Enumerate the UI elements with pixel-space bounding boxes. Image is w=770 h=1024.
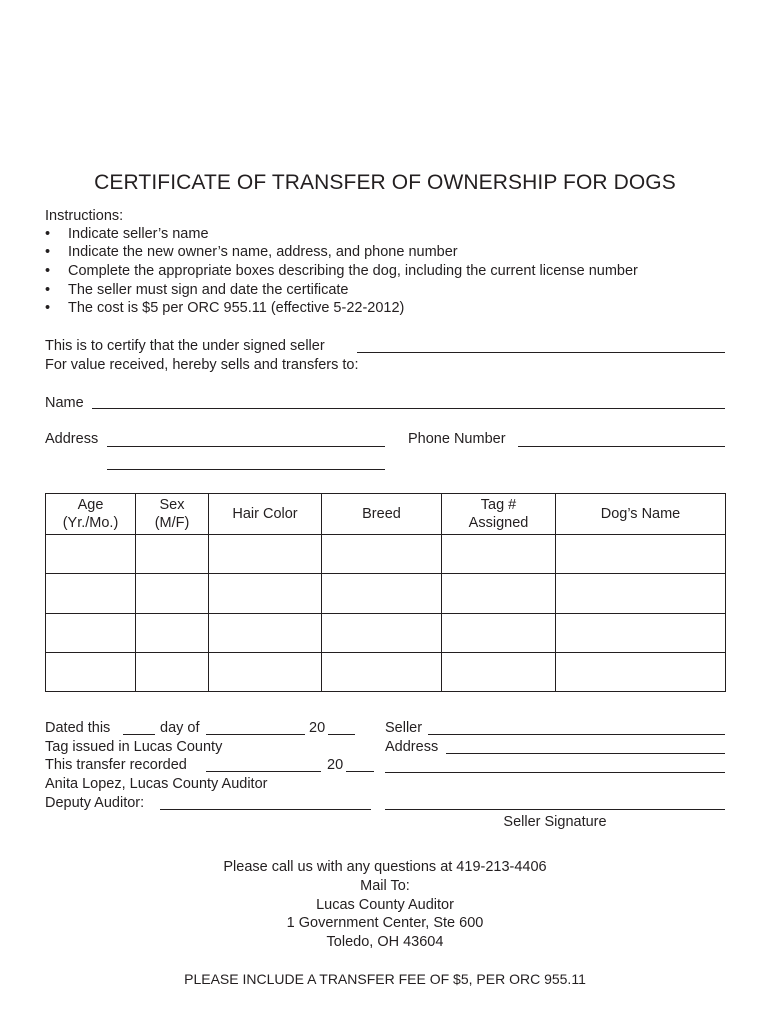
- bullet-icon: •: [45, 226, 51, 242]
- address-line-1[interactable]: [107, 446, 385, 447]
- mail-to-label: Mail To:: [360, 878, 410, 894]
- table-row: [46, 574, 726, 613]
- recorded-date-line[interactable]: [206, 771, 321, 772]
- table-cell[interactable]: [556, 574, 726, 613]
- deputy-auditor-label: Deputy Auditor:: [45, 795, 145, 811]
- column-header-breed: Breed: [322, 494, 442, 535]
- tag-issued-text: Tag issued in Lucas County: [45, 739, 223, 755]
- seller-address-label: Address: [385, 739, 439, 755]
- month-line[interactable]: [206, 734, 305, 735]
- transfer-fee-notice: PLEASE INCLUDE A TRANSFER FEE OF $5, PER ORC 955.11: [184, 971, 586, 987]
- year-prefix: 20: [309, 720, 326, 736]
- table-row: [46, 535, 726, 574]
- bullet-icon: •: [45, 300, 51, 316]
- mail-street: 1 Government Center, Ste 600: [286, 915, 484, 931]
- bullet-icon: •: [45, 282, 51, 298]
- certify-statement: This is to certify that the under signed seller: [45, 338, 325, 354]
- table-cell[interactable]: [46, 652, 136, 691]
- table-cell[interactable]: [322, 613, 442, 652]
- table-cell[interactable]: [136, 574, 209, 613]
- table-cell[interactable]: [209, 535, 322, 574]
- instruction-text: The seller must sign and date the certificate: [68, 282, 349, 298]
- address-label: Address: [45, 431, 99, 447]
- contact-phone-text: Please call us with any questions at 419-213-4406: [223, 859, 547, 875]
- name-label: Name: [45, 395, 84, 411]
- day-of-label: day of: [160, 720, 200, 736]
- seller-address-line-1[interactable]: [446, 753, 725, 754]
- phone-number-line[interactable]: [518, 446, 725, 447]
- new-owner-name-line[interactable]: [92, 408, 725, 409]
- mail-city: Toledo, OH 43604: [326, 934, 444, 950]
- column-header-dogs-name: Dog’s Name: [556, 494, 726, 535]
- instructions-heading: Instructions:: [45, 208, 124, 224]
- table-cell[interactable]: [322, 574, 442, 613]
- document-title: CERTIFICATE OF TRANSFER OF OWNERSHIP FOR DOGS: [94, 171, 676, 194]
- table-cell[interactable]: [442, 652, 556, 691]
- seller-name-line[interactable]: [357, 352, 725, 353]
- column-header-sex: Sex (M/F): [136, 494, 209, 535]
- table-cell[interactable]: [136, 535, 209, 574]
- day-line[interactable]: [123, 734, 155, 735]
- address-line-2[interactable]: [107, 469, 385, 470]
- transfer-statement: For value received, hereby sells and transfers to:: [45, 357, 359, 373]
- phone-label: Phone Number: [408, 431, 506, 447]
- table-cell[interactable]: [322, 652, 442, 691]
- bullet-icon: •: [45, 263, 51, 279]
- year-prefix: 20: [327, 757, 344, 773]
- table-row: [46, 652, 726, 691]
- instruction-text: Complete the appropriate boxes describing the dog, including the current license number: [68, 263, 638, 279]
- instruction-text: Indicate seller’s name: [68, 226, 209, 242]
- table-cell[interactable]: [322, 535, 442, 574]
- bullet-icon: •: [45, 244, 51, 260]
- column-header-tag: Tag # Assigned: [442, 494, 556, 535]
- table-header-row: [46, 494, 726, 535]
- table-cell[interactable]: [136, 613, 209, 652]
- dog-details-table: [45, 493, 726, 692]
- recorded-year-line[interactable]: [346, 771, 374, 772]
- table-cell[interactable]: [442, 613, 556, 652]
- table-cell[interactable]: [46, 613, 136, 652]
- table-cell[interactable]: [209, 652, 322, 691]
- instruction-text: The cost is $5 per ORC 955.11 (effective 5-22-2012): [68, 300, 405, 316]
- instruction-text: Indicate the new owner’s name, address, and phone number: [68, 244, 458, 260]
- table-cell[interactable]: [556, 535, 726, 574]
- dated-this-label: Dated this: [45, 720, 111, 736]
- seller-label: Seller: [385, 720, 423, 736]
- seller-signature-label: Seller Signature: [503, 814, 607, 830]
- seller-signature-line[interactable]: [385, 809, 725, 810]
- table-cell[interactable]: [209, 613, 322, 652]
- transfer-recorded-label: This transfer recorded: [45, 757, 187, 773]
- mail-office: Lucas County Auditor: [316, 897, 454, 913]
- table-cell[interactable]: [556, 652, 726, 691]
- auditor-name: Anita Lopez, Lucas County Auditor: [45, 776, 268, 792]
- table-cell[interactable]: [442, 574, 556, 613]
- seller-address-line-2[interactable]: [385, 772, 725, 773]
- year-line[interactable]: [328, 734, 355, 735]
- table-cell[interactable]: [46, 574, 136, 613]
- table-cell[interactable]: [209, 574, 322, 613]
- table-row: [46, 613, 726, 652]
- seller-line[interactable]: [428, 734, 725, 735]
- table-cell[interactable]: [442, 535, 556, 574]
- column-header-age: Age (Yr./Mo.): [46, 494, 136, 535]
- column-header-hair-color: Hair Color: [209, 494, 322, 535]
- table-cell[interactable]: [556, 613, 726, 652]
- table-cell[interactable]: [46, 535, 136, 574]
- deputy-auditor-line[interactable]: [160, 809, 371, 810]
- table-cell[interactable]: [136, 652, 209, 691]
